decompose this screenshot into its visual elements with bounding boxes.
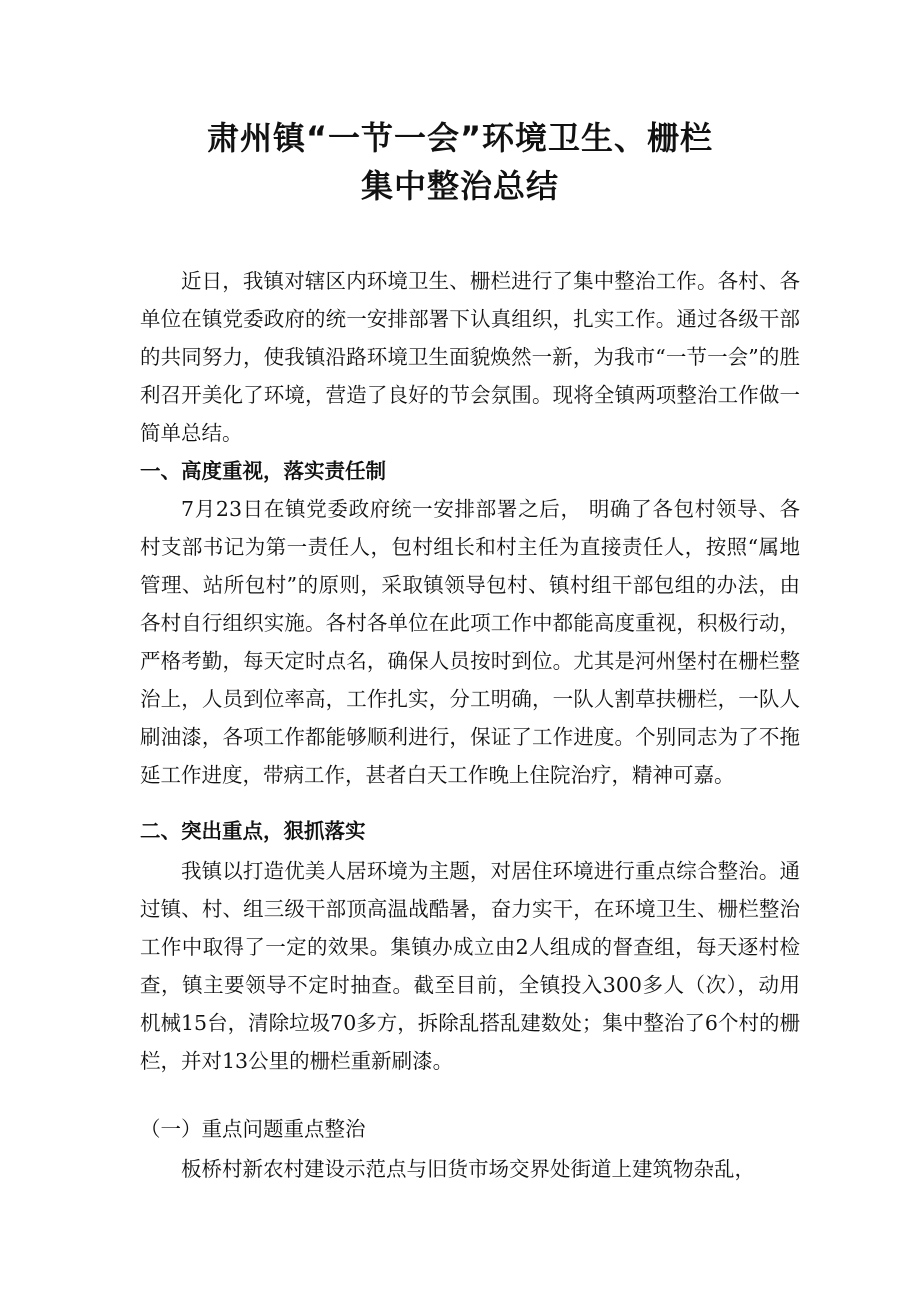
section-heading-2: 二、突出重点，狠抓落实 <box>140 819 366 843</box>
document-title-line-2: 集中整治总结 <box>360 167 559 205</box>
document-title-line-1: 肃州镇“一节一会”环境卫生、栅栏 <box>206 119 714 157</box>
section-1-paragraph: 7月23日在镇党委政府统一安排部署之后， 明确了各包村领导、各村支部书记为第一责任人，包村组长和村主任为直接责任人，按照“属地管理、站所包村”的原则，采取镇领导包村、镇村组干部包组的办法，由各村自行组织实施。各村各单位在此项工作中都能高度重视，积极行动，严格考勤，每天定时点名，确保人员按时到位。尤其是河州堡村在栅栏整治上，人员到位率高，工作扎实，分工明确，一队人割草扶栅栏，一队人刷油漆，各项工作都能够顺利进行，保证了工作进度。个别同志为了不拖延工作进度，带病工作，甚者白天工作晚上住院治疗，精神可嘉。 <box>140 497 800 787</box>
subsection-heading-1: （一）重点问题重点整治 <box>140 1117 366 1141</box>
subsection-1-paragraph: 板桥村新农村建设示范点与旧货市场交界处街道上建筑物杂乱， <box>181 1157 755 1181</box>
section-heading-1: 一、高度重视，落实责任制 <box>140 459 386 483</box>
intro-paragraph: 近日，我镇对辖区内环境卫生、栅栏进行了集中整治工作。各村、各单位在镇党委政府的统一安排部署下认真组织，扎实工作。通过各级干部的共同努力，使我镇沿路环境卫生面貌焕然一新，为我市“一节一会”的胜利召开美化了环境，营造了良好的节会氛围。现将全镇两项整治工作做一简单总结。 <box>140 269 800 445</box>
section-2-paragraph: 我镇以打造优美人居环境为主题，对居住环境进行重点综合整治。通过镇、村、组三级干部顶高温战酷暑，奋力实干，在环境卫生、栅栏整治工作中取得了一定的效果。集镇办成立由2人组成的督查组，每天逐村检查，镇主要领导不定时抽查。截至目前，全镇投入300多人（次），动用机械15台，清除垃圾70多方，拆除乱搭乱建数处；集中整治了6个村的栅栏，并对13公里的栅栏重新刷漆。 <box>140 859 800 1073</box>
